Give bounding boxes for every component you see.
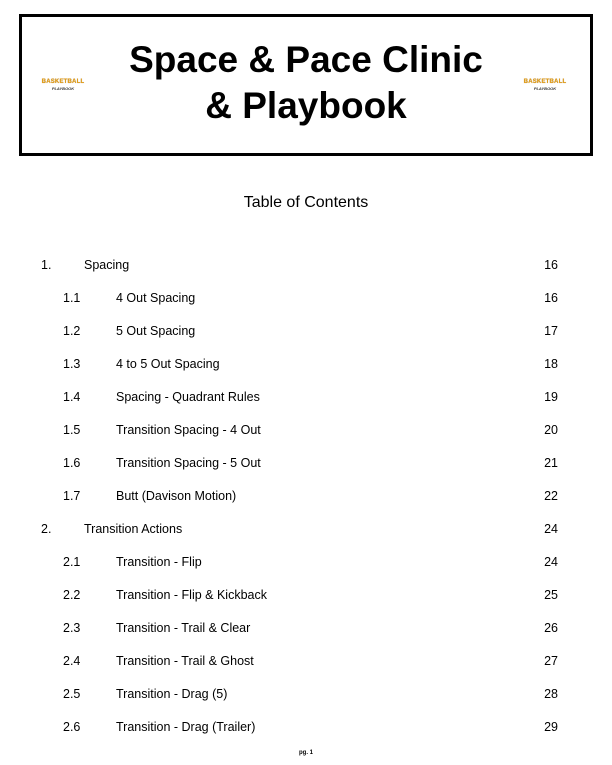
toc-section-row[interactable]	[0, 355, 612, 373]
toc-entry-label[interactable]: Butt (Davison Motion)	[116, 489, 237, 503]
toc-entry-page: 21	[544, 456, 558, 470]
toc-entry-number: 1.4	[63, 390, 81, 404]
toc-entry-number: 1.1	[63, 291, 81, 305]
toc-entry-label[interactable]: Spacing - Quadrant Rules	[116, 390, 260, 404]
toc-section-row[interactable]	[0, 718, 612, 736]
toc-section-row[interactable]	[0, 289, 612, 307]
toc-entry-label[interactable]: Transition - Trail & Ghost	[116, 654, 254, 668]
toc-entry-page: 17	[544, 324, 558, 338]
toc-entry-number: 2.4	[63, 654, 81, 668]
toc-entry-page: 24	[544, 555, 558, 569]
toc-entry-page: 16	[544, 291, 558, 305]
toc-entry-page: 22	[544, 489, 558, 503]
title-line-2: & Playbook	[205, 85, 407, 126]
toc-section-row[interactable]	[0, 553, 612, 571]
toc-section-row[interactable]	[0, 487, 612, 505]
logo-text: BASKETBALL	[523, 79, 567, 85]
toc-entry-label[interactable]: 5 Out Spacing	[116, 324, 196, 338]
toc-section-row[interactable]	[0, 421, 612, 439]
toc-entry-page: 24	[544, 522, 558, 536]
toc-entry-number: 1.	[41, 258, 52, 272]
toc-heading: Table of Contents	[243, 194, 369, 211]
document-title	[22, 37, 590, 129]
toc-entry-number: 2.6	[63, 720, 81, 734]
toc-entry-number: 2.2	[63, 588, 81, 602]
toc-entry-label[interactable]: Spacing	[84, 258, 130, 272]
toc-entry-number: 1.3	[63, 357, 81, 371]
toc-entry-number: 1.6	[63, 456, 81, 470]
toc-entry-number: 2.1	[63, 555, 81, 569]
basketball-playbook-logo-right	[523, 79, 567, 93]
toc-entry-label[interactable]: Transition - Flip & Kickback	[116, 588, 267, 602]
toc-entry-label[interactable]: Transition Actions	[84, 522, 183, 536]
toc-entry-number: 1.2	[63, 324, 81, 338]
toc-entry-label[interactable]: Transition Spacing - 5 Out	[116, 456, 261, 470]
toc-section-row[interactable]	[0, 685, 612, 703]
toc-chapter-row[interactable]	[0, 256, 612, 274]
toc-entry-page: 25	[544, 588, 558, 602]
title-banner	[19, 14, 593, 156]
title-line-1: Space & Pace Clinic	[129, 39, 483, 80]
toc-entry-page: 27	[544, 654, 558, 668]
toc-entry-page: 16	[544, 258, 558, 272]
toc-entry-label[interactable]: Transition - Trail & Clear	[116, 621, 251, 635]
logo-subtext: PLAYBOOK	[51, 86, 75, 91]
toc-entry-label[interactable]: 4 to 5 Out Spacing	[116, 357, 220, 371]
toc-entry-page: 26	[544, 621, 558, 635]
page-number: pg. 1	[298, 750, 313, 756]
toc-entry-page: 29	[544, 720, 558, 734]
toc-section-row[interactable]	[0, 619, 612, 637]
toc-section-row[interactable]	[0, 454, 612, 472]
toc-entry-label[interactable]: Transition - Flip	[116, 555, 202, 569]
toc-entry-label[interactable]: Transition - Drag (5)	[116, 687, 228, 701]
toc-entry-number: 1.7	[63, 489, 81, 503]
toc-entry-number: 2.3	[63, 621, 81, 635]
toc-entry-label[interactable]: 4 Out Spacing	[116, 291, 196, 305]
toc-entry-number: 2.5	[63, 687, 81, 701]
toc-entry-page: 19	[544, 390, 558, 404]
toc-entry-number: 2.	[41, 522, 52, 536]
toc-section-row[interactable]	[0, 586, 612, 604]
toc-entry-label[interactable]: Transition - Drag (Trailer)	[116, 720, 256, 734]
toc-entry-label[interactable]: Transition Spacing - 4 Out	[116, 423, 261, 437]
toc-entry-page: 28	[544, 687, 558, 701]
toc-section-row[interactable]	[0, 652, 612, 670]
toc-section-row[interactable]	[0, 388, 612, 406]
toc-entry-number: 1.5	[63, 423, 81, 437]
logo-text: BASKETBALL	[41, 79, 85, 85]
toc-entry-page: 20	[544, 423, 558, 437]
toc-entry-page: 18	[544, 357, 558, 371]
toc-chapter-row[interactable]	[0, 520, 612, 538]
toc-section-row[interactable]	[0, 322, 612, 340]
logo-subtext: PLAYBOOK	[533, 86, 557, 91]
